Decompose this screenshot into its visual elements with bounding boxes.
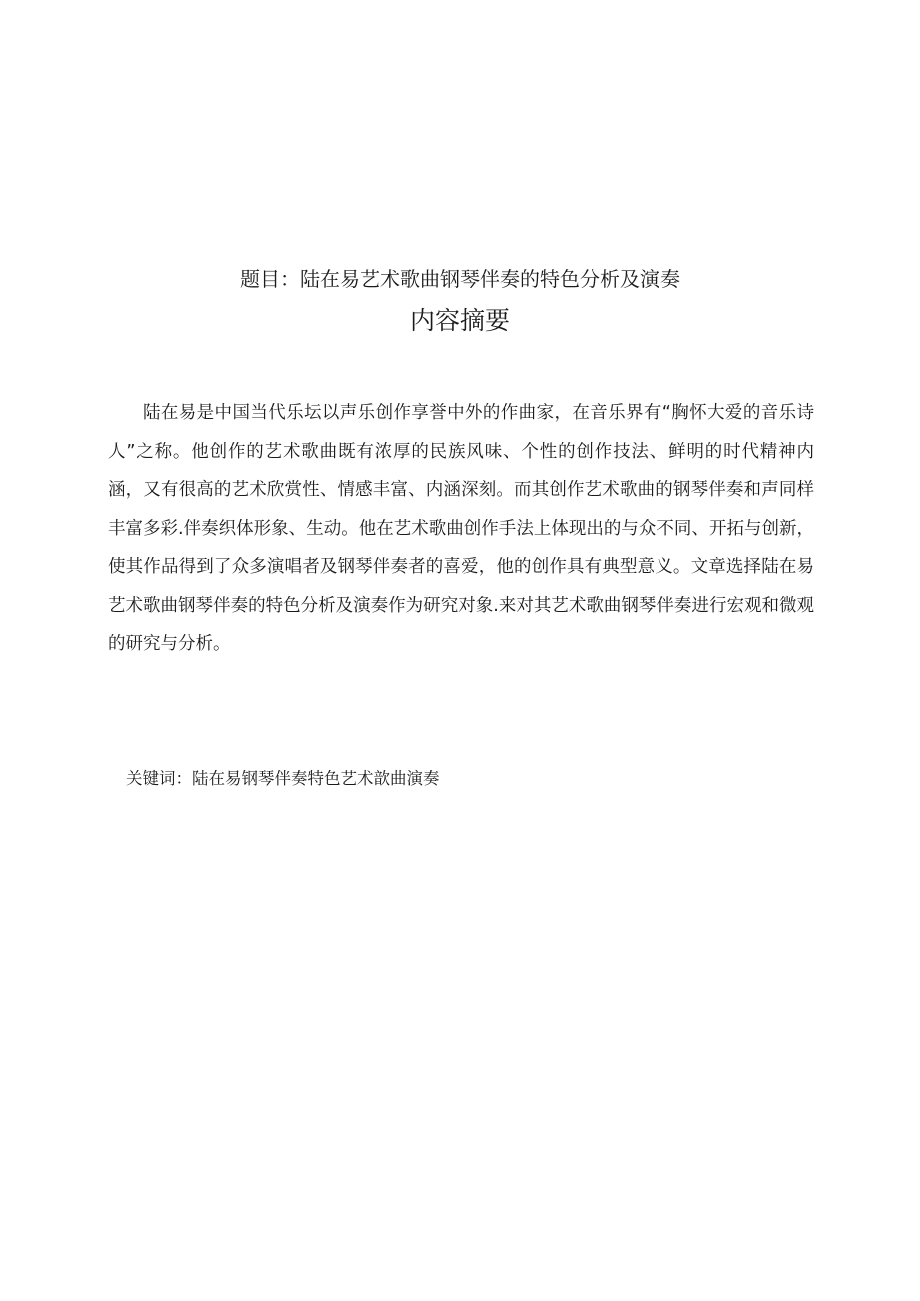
document-title: 题目：陆在易艺术歌曲钢琴伴奏的特色分析及演奏 xyxy=(240,267,680,291)
keywords-line: 关键词：陆在易钢琴伴奏特色艺术歆曲演奏 xyxy=(126,769,440,788)
abstract-heading: 内容摘要 xyxy=(409,306,510,335)
abstract-paragraph: 陆在易是中国当代乐坛以声乐创作享誉中外的作曲家，在音乐界有“胸怀大爱的音乐诗人”之称。他创作的艺术歌曲既有浓厚的民族风味、个性的创作技法、鲜明的时代精神内涵，又有很高的艺术欣赏性、情感丰富、内涵深刻。而其创作艺术歌曲的钢琴伴奏和声同样丰富多彩.伴奏织体形象、生动。他在艺术歌曲创作手法上体现出的与众不同、开拓与创新，使其作品得到了众多演唱者及钢琴伴奏者的喜爱，他的创作具有典型意义。文章选择陆在易艺术歌曲钢琴伴奏的特色分析及演奏作为研究对象.来对其艺术歌曲钢琴伴奏进行宏观和微观的研究与分析。 xyxy=(108,403,814,654)
